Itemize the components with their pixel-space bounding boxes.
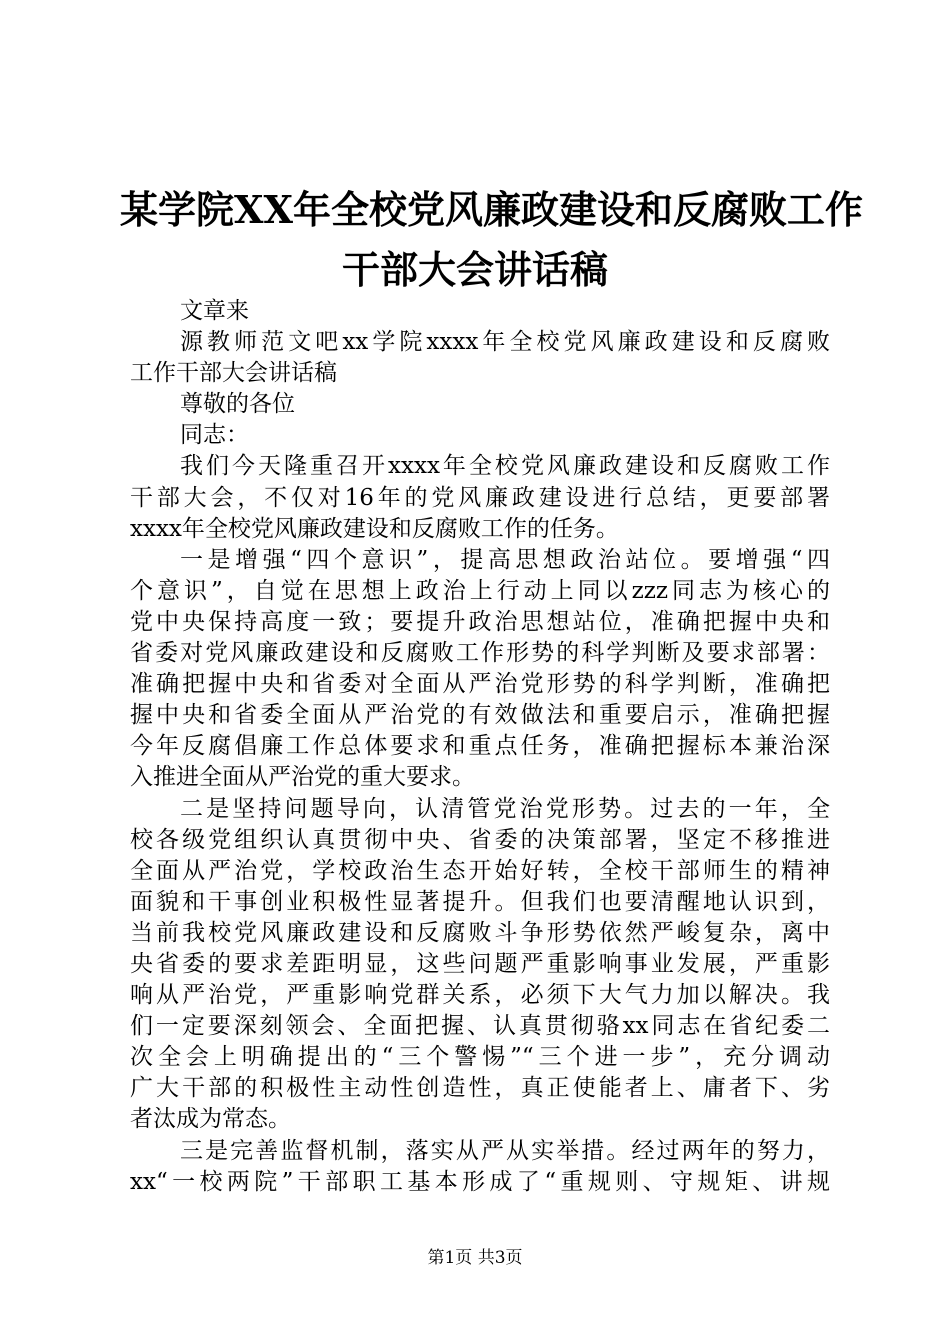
body-line: 今年反腐倡廉工作总体要求和重点任务，准确把握标本兼治深 (130, 733, 830, 760)
body-line: 二是坚持问题导向，认清管党治党形势。过去的一年，全 (180, 795, 830, 822)
body-line: 我们今天隆重召开xxxx年全校党风廉政建设和反腐败工作 (180, 453, 830, 480)
body-line: 源教师范文吧xx学院xxxx年全校党风廉政建设和反腐败 (180, 329, 830, 356)
body-line: 广大干部的积极性主动性创造性，真正使能者上、庸者下、劣 (130, 1075, 830, 1102)
body-line: 一是增强“四个意识”，提高思想政治站位。要增强“四 (180, 546, 830, 573)
body-line: 尊敬的各位 (180, 391, 295, 418)
document-body (130, 296, 830, 1198)
body-line: 入推进全面从严治党的重大要求。 (130, 764, 475, 791)
body-line: 个意识”，自觉在思想上政治上行动上同以zzz同志为核心的 (130, 577, 830, 604)
body-line: 响从严治党，严重影响党群关系，必须下大气力加以解决。我 (130, 982, 830, 1009)
body-line: xx“一校两院”干部职工基本形成了“重规则、守规矩、讲规 (130, 1168, 830, 1195)
body-line: 工作干部大会讲话稿 (130, 360, 337, 387)
body-line: 央省委的要求差距明显，这些问题严重影响事业发展，严重影 (130, 950, 830, 977)
document-title-line-1: 某学院XX年全校党风廉政建设和反腐败工作 (120, 187, 863, 232)
body-line: 准确把握中央和省委对全面从严治党形势的科学判断，准确把 (130, 671, 830, 698)
body-line: 面貌和干事创业积极性显著提升。但我们也要清醒地认识到， (130, 888, 830, 915)
body-line: xxxx年全校党风廉政建设和反腐败工作的任务。 (130, 515, 619, 542)
body-line: 次全会上明确提出的“三个警惕”“三个进一步”，充分调动 (130, 1044, 830, 1071)
body-line: 当前我校党风廉政建设和反腐败斗争形势依然严峻复杂，离中 (130, 919, 830, 946)
body-line: 校各级党组织认真贯彻中央、省委的决策部署，坚定不移推进 (130, 826, 830, 853)
page-footer: 第1页 共3页 (427, 1248, 523, 1268)
body-line: 三是完善监督机制，落实从严从实举措。经过两年的努力， (180, 1137, 830, 1164)
body-line: 干部大会，不仅对16年的党风廉政建设进行总结，更要部署 (130, 484, 830, 511)
document-title-line-2: 干部大会讲话稿 (341, 247, 608, 292)
body-line: 同志： (180, 422, 249, 449)
body-line: 者汰成为常态。 (130, 1106, 291, 1133)
body-line: 省委对党风廉政建设和反腐败工作形势的科学判断及要求部署： (130, 640, 830, 667)
body-line: 们一定要深刻领会、全面把握、认真贯彻骆xx同志在省纪委二 (130, 1013, 830, 1040)
body-line: 文章来 (180, 298, 249, 324)
body-line: 全面从严治党，学校政治生态开始好转，全校干部师生的精神 (130, 857, 830, 884)
body-line: 握中央和省委全面从严治党的有效做法和重要启示，准确把握 (130, 702, 830, 729)
body-line: 党中央保持高度一致；要提升政治思想站位，准确把握中央和 (130, 608, 830, 635)
